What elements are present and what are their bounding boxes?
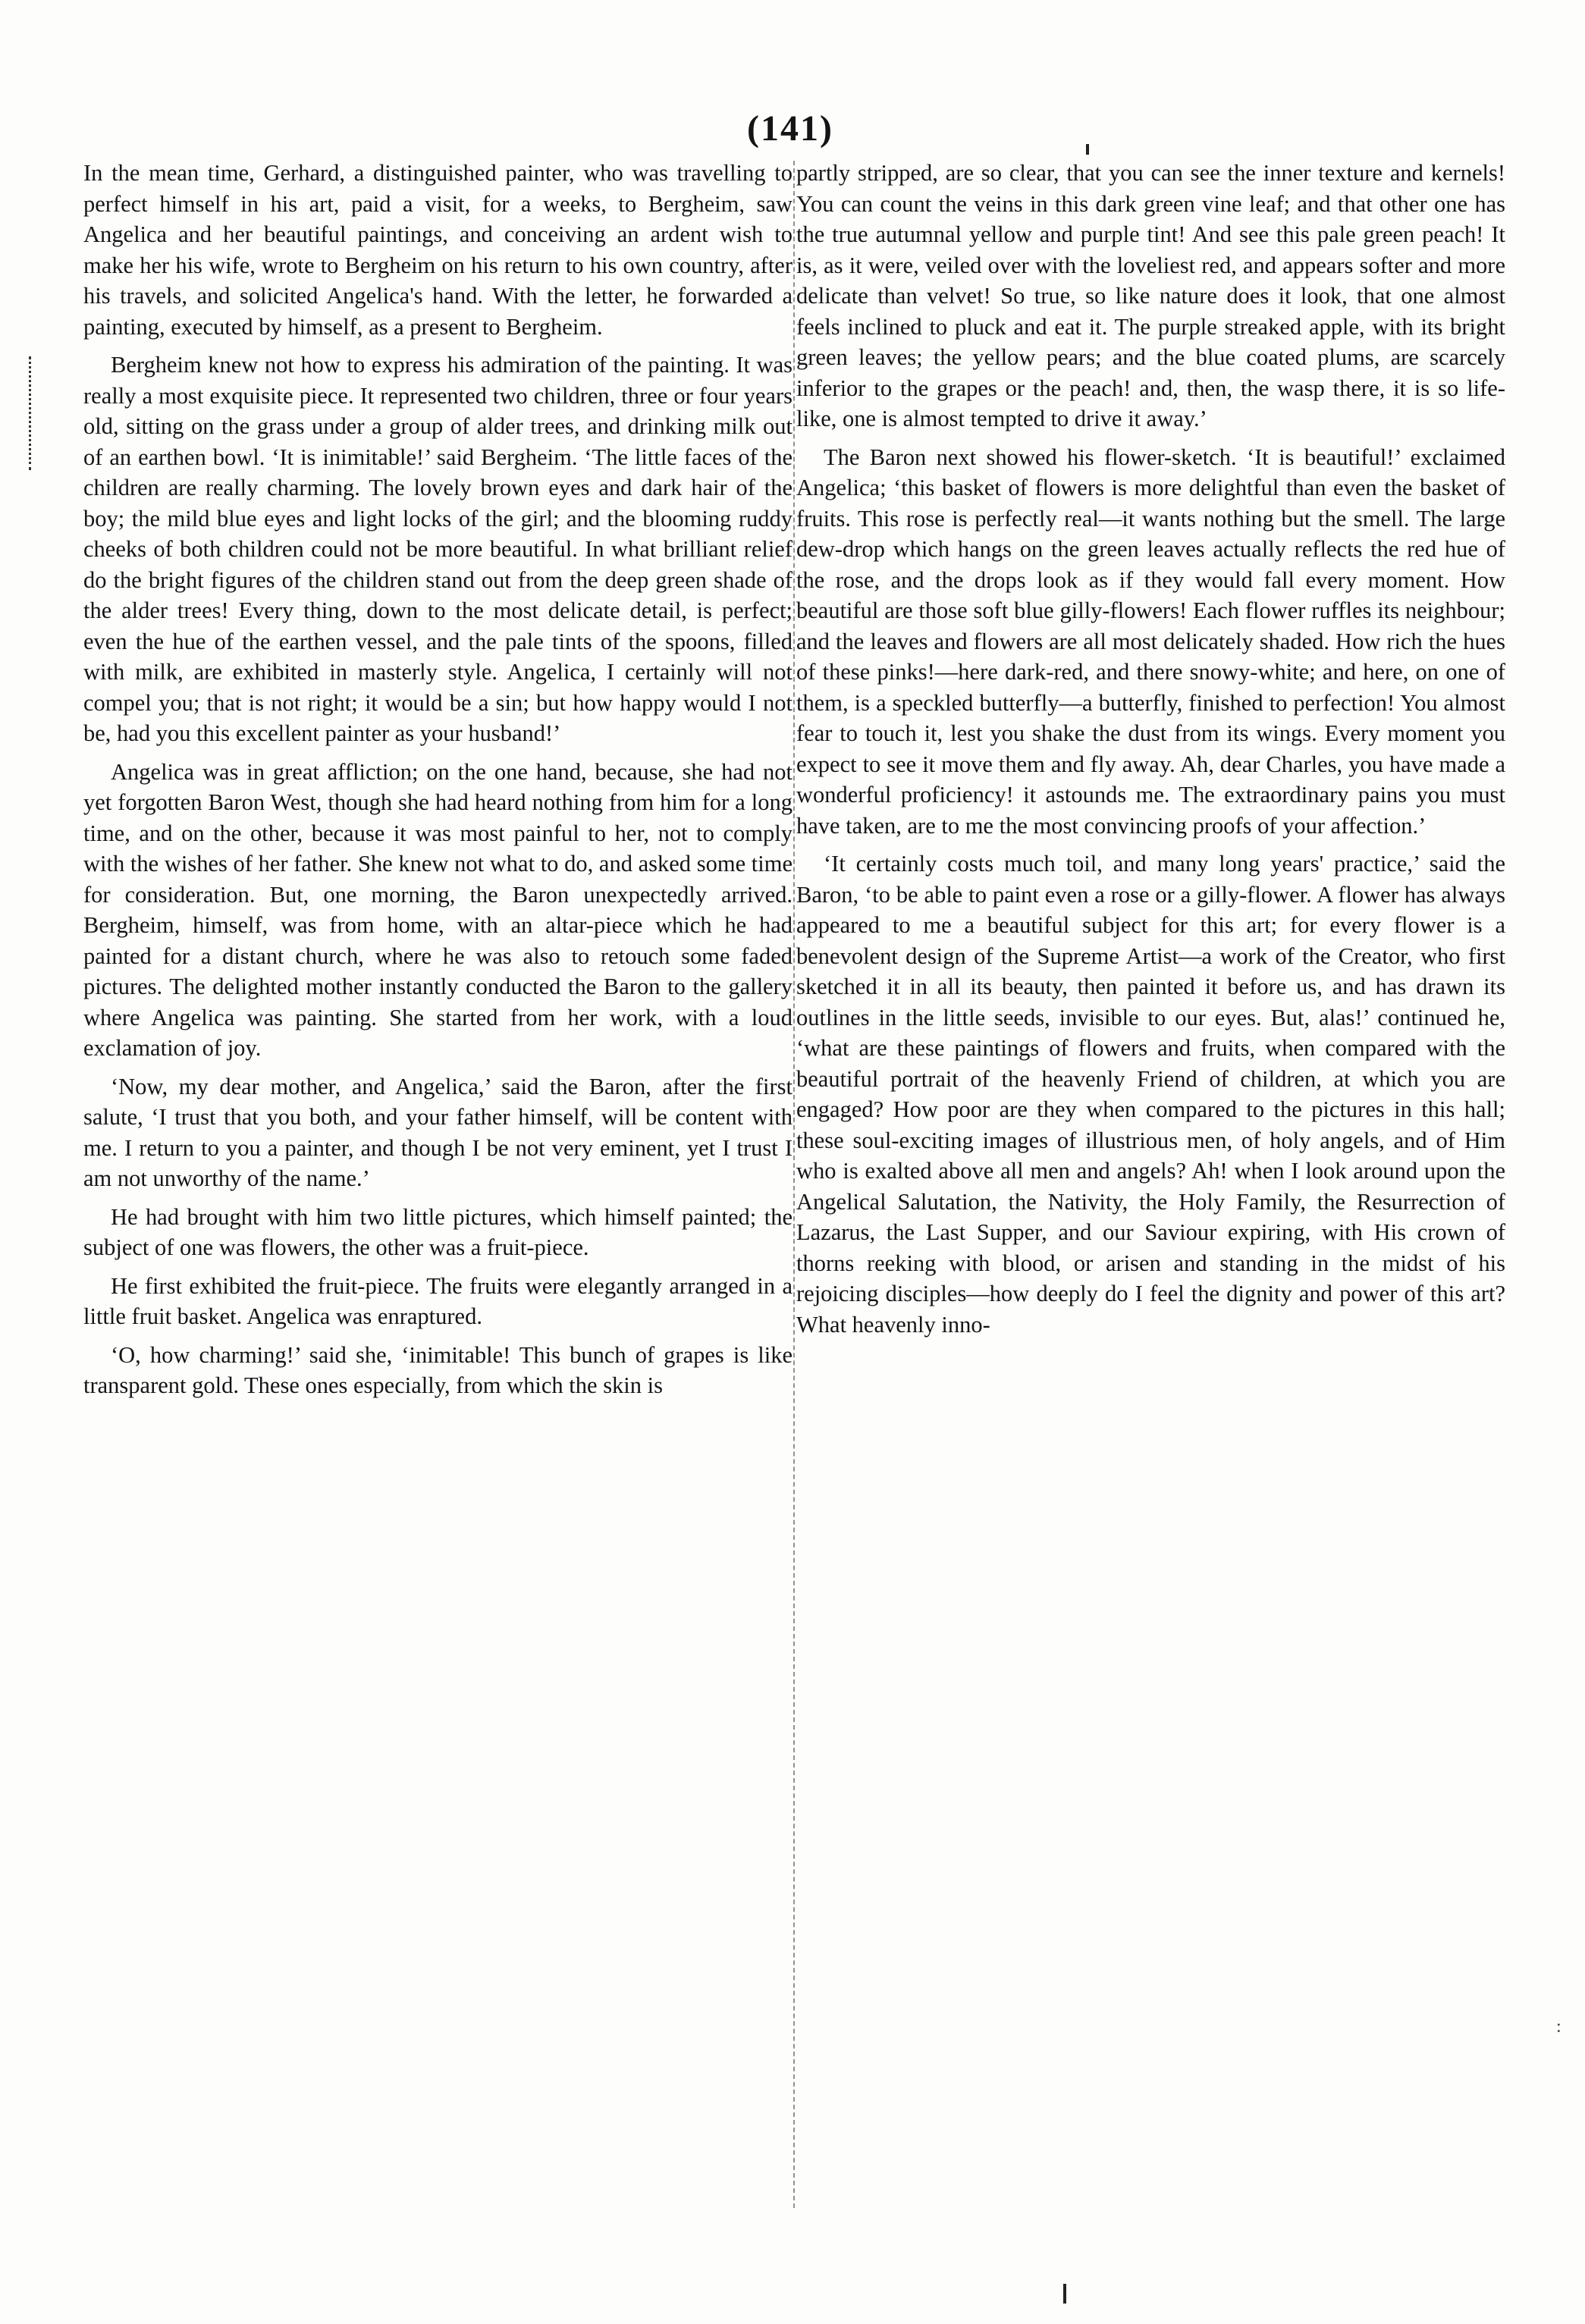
paragraph: Bergheim knew not how to express his admiration of the painting. It was really a most exquisite piece. It represented two children, three or four years old, sitting on the grass under a group of alder trees, and drinking milk out of an earthen bowl. ‘It is inimitable!’ said Bergheim. ‘The little faces of the children are really charming. The lovely brown eyes and dark hair of the boy; the mild blue eyes and light locks of the girl; and the blooming ruddy cheeks of both children could not be more beautiful. In what brilliant relief do the bright figures of the children stand out from the deep green shade of the alder trees! Every thing, down to the most delicate detail, is perfect; even the hue of the earthen vessel, and the pale tints of the spoons, filled with milk, are exhibited in masterly style. Angelica, I certainly will not compel you; that is not right; it would be a sin; but how happy would I not be, had you this excellent painter as your husband!’ [83, 352, 792, 746]
left-margin-mark [29, 356, 36, 470]
column-divider [793, 161, 795, 2208]
paragraph: ‘Now, my dear mother, and Angelica,’ said the Baron, after the first salute, ‘I trust that you both, and your father himself, will be content with me. I return to you a painter, and though I be not very eminent, yet I trust I am not unworthy of the name.’ [83, 1073, 792, 1191]
left-column [83, 158, 792, 1409]
paragraph: partly stripped, are so clear, that you can see the inner texture and kernels! You can count the veins in this dark green vine leaf; and that other one has the true autumnal yellow and purple tint! And see this pale green peach! It is, as it were, veiled over with the loveliest red, and appears softer and more delicate than velvet! So true, so like nature does it look, that one almost feels inclined to pluck and eat it. The purple streaked apple, with its bright green leaves; the yellow pears; and the blue coated plums, are scarcely inferior to the grapes or the peach! and, then, the wasp there, it is so life-like, one is almost tempted to drive it away.’ [796, 160, 1505, 431]
paragraph: In the mean time, Gerhard, a distinguished painter, who was travelling to perfect himself in his art, paid a visit, for a weeks, to Bergheim, saw Angelica and her beautiful paintings, and conceiving an ardent wish to make her his wife, wrote to Bergheim on his return to his own country, after his travels, and solicited Angelica's hand. With the letter, he forwarded a painting, executed by himself, as a present to Bergheim. [83, 160, 792, 340]
paragraph: Angelica was in great affliction; on the one hand, because, she had not yet forgotten Baron West, though she had heard nothing from him for a long time, and on the other, because it was most painful to her, not to comply with the wishes of her father. She knew not what to do, and asked some time for consideration. But, one morning, the Baron unexpectedly arrived. Bergheim, himself, was from home, with an altar-piece which he had painted for a distant church, where he was also to retouch some faded pictures. The delighted mother instantly conducted the Baron to the gallery where Angelica was painting. She started from her work, with a loud exclamation of joy. [83, 758, 792, 1061]
paragraph: ‘O, how charming!’ said she, ‘inimitable! This bunch of grapes is like transparent gold. These ones especially, from which the skin is [83, 1341, 792, 1398]
bottom-stray-mark [1063, 2284, 1066, 2304]
right-column [796, 158, 1505, 1347]
paragraph: He first exhibited the fruit-piece. The fruits were elegantly arranged in a little fruit basket. Angelica was enraptured. [83, 1272, 792, 1329]
paragraph: The Baron next showed his flower-sketch. ‘It is beautiful!’ exclaimed Angelica; ‘this basket of flowers is more delightful than even the basket of fruits. This rose is perfectly real—it wants nothing but the smell. The large dew-drop which hangs on the green leaves actually reflects the red hue of the rose, and the drops look as if they would fall every moment. How beautiful are those soft blue gilly-flowers! Each flower ruffles its neighbour; and the leaves and flowers are all most delicately shaded. How rich the hues of these pinks!—here dark-red, and there snowy-white; and here, on one of them, is a speckled butterfly—a butterfly, finished to perfection! You almost fear to touch it, lest you shake the dust from its wings. Every moment you expect to see it move them and fly away. Ah, dear Charles, you have made a wonderful proficiency! it astounds me. The extraordinary pains you must have taken, are to me the most convincing proofs of your affection.’ [796, 444, 1505, 839]
page-number: (141) [747, 108, 833, 149]
paragraph: He had brought with him two little pictures, which himself painted; the subject of one was flowers, the other was a fruit-piece. [83, 1203, 792, 1260]
right-margin-mark: : [1556, 2017, 1561, 2037]
top-stray-mark [1086, 144, 1089, 155]
paragraph: ‘It certainly costs much toil, and many long years' practice,’ said the Baron, ‘to be able to paint even a rose or a gilly-flower. A flower has always appeared to me a beautiful subject for this art; for every flower is a benevolent design of the Supreme Artist—a work of the Creator, who first sketched it in all its beauty, then painted it before us, and has drawn its outlines in the little seeds, invisible to our eyes. But, alas!’ continued he, ‘what are these paintings of flowers and fruits, when compared with the beautiful portrait of the heavenly Friend of children, at which you are engaged? How poor are they when compared to the pictures in this hall; these soul-exciting images of illustrious men, of holy angels, and of Him who is exalted above all men and angels? Ah! when I look around upon the Angelical Salutation, the Nativity, the Holy Family, the Resurrection of Lazarus, the Last Supper, and our Saviour expiring, with His crown of thorns reeking with blood, or arisen and standing in the midst of his rejoicing disciples—how deeply do I feel the dignity and power of this art? What heavenly inno- [796, 851, 1505, 1338]
